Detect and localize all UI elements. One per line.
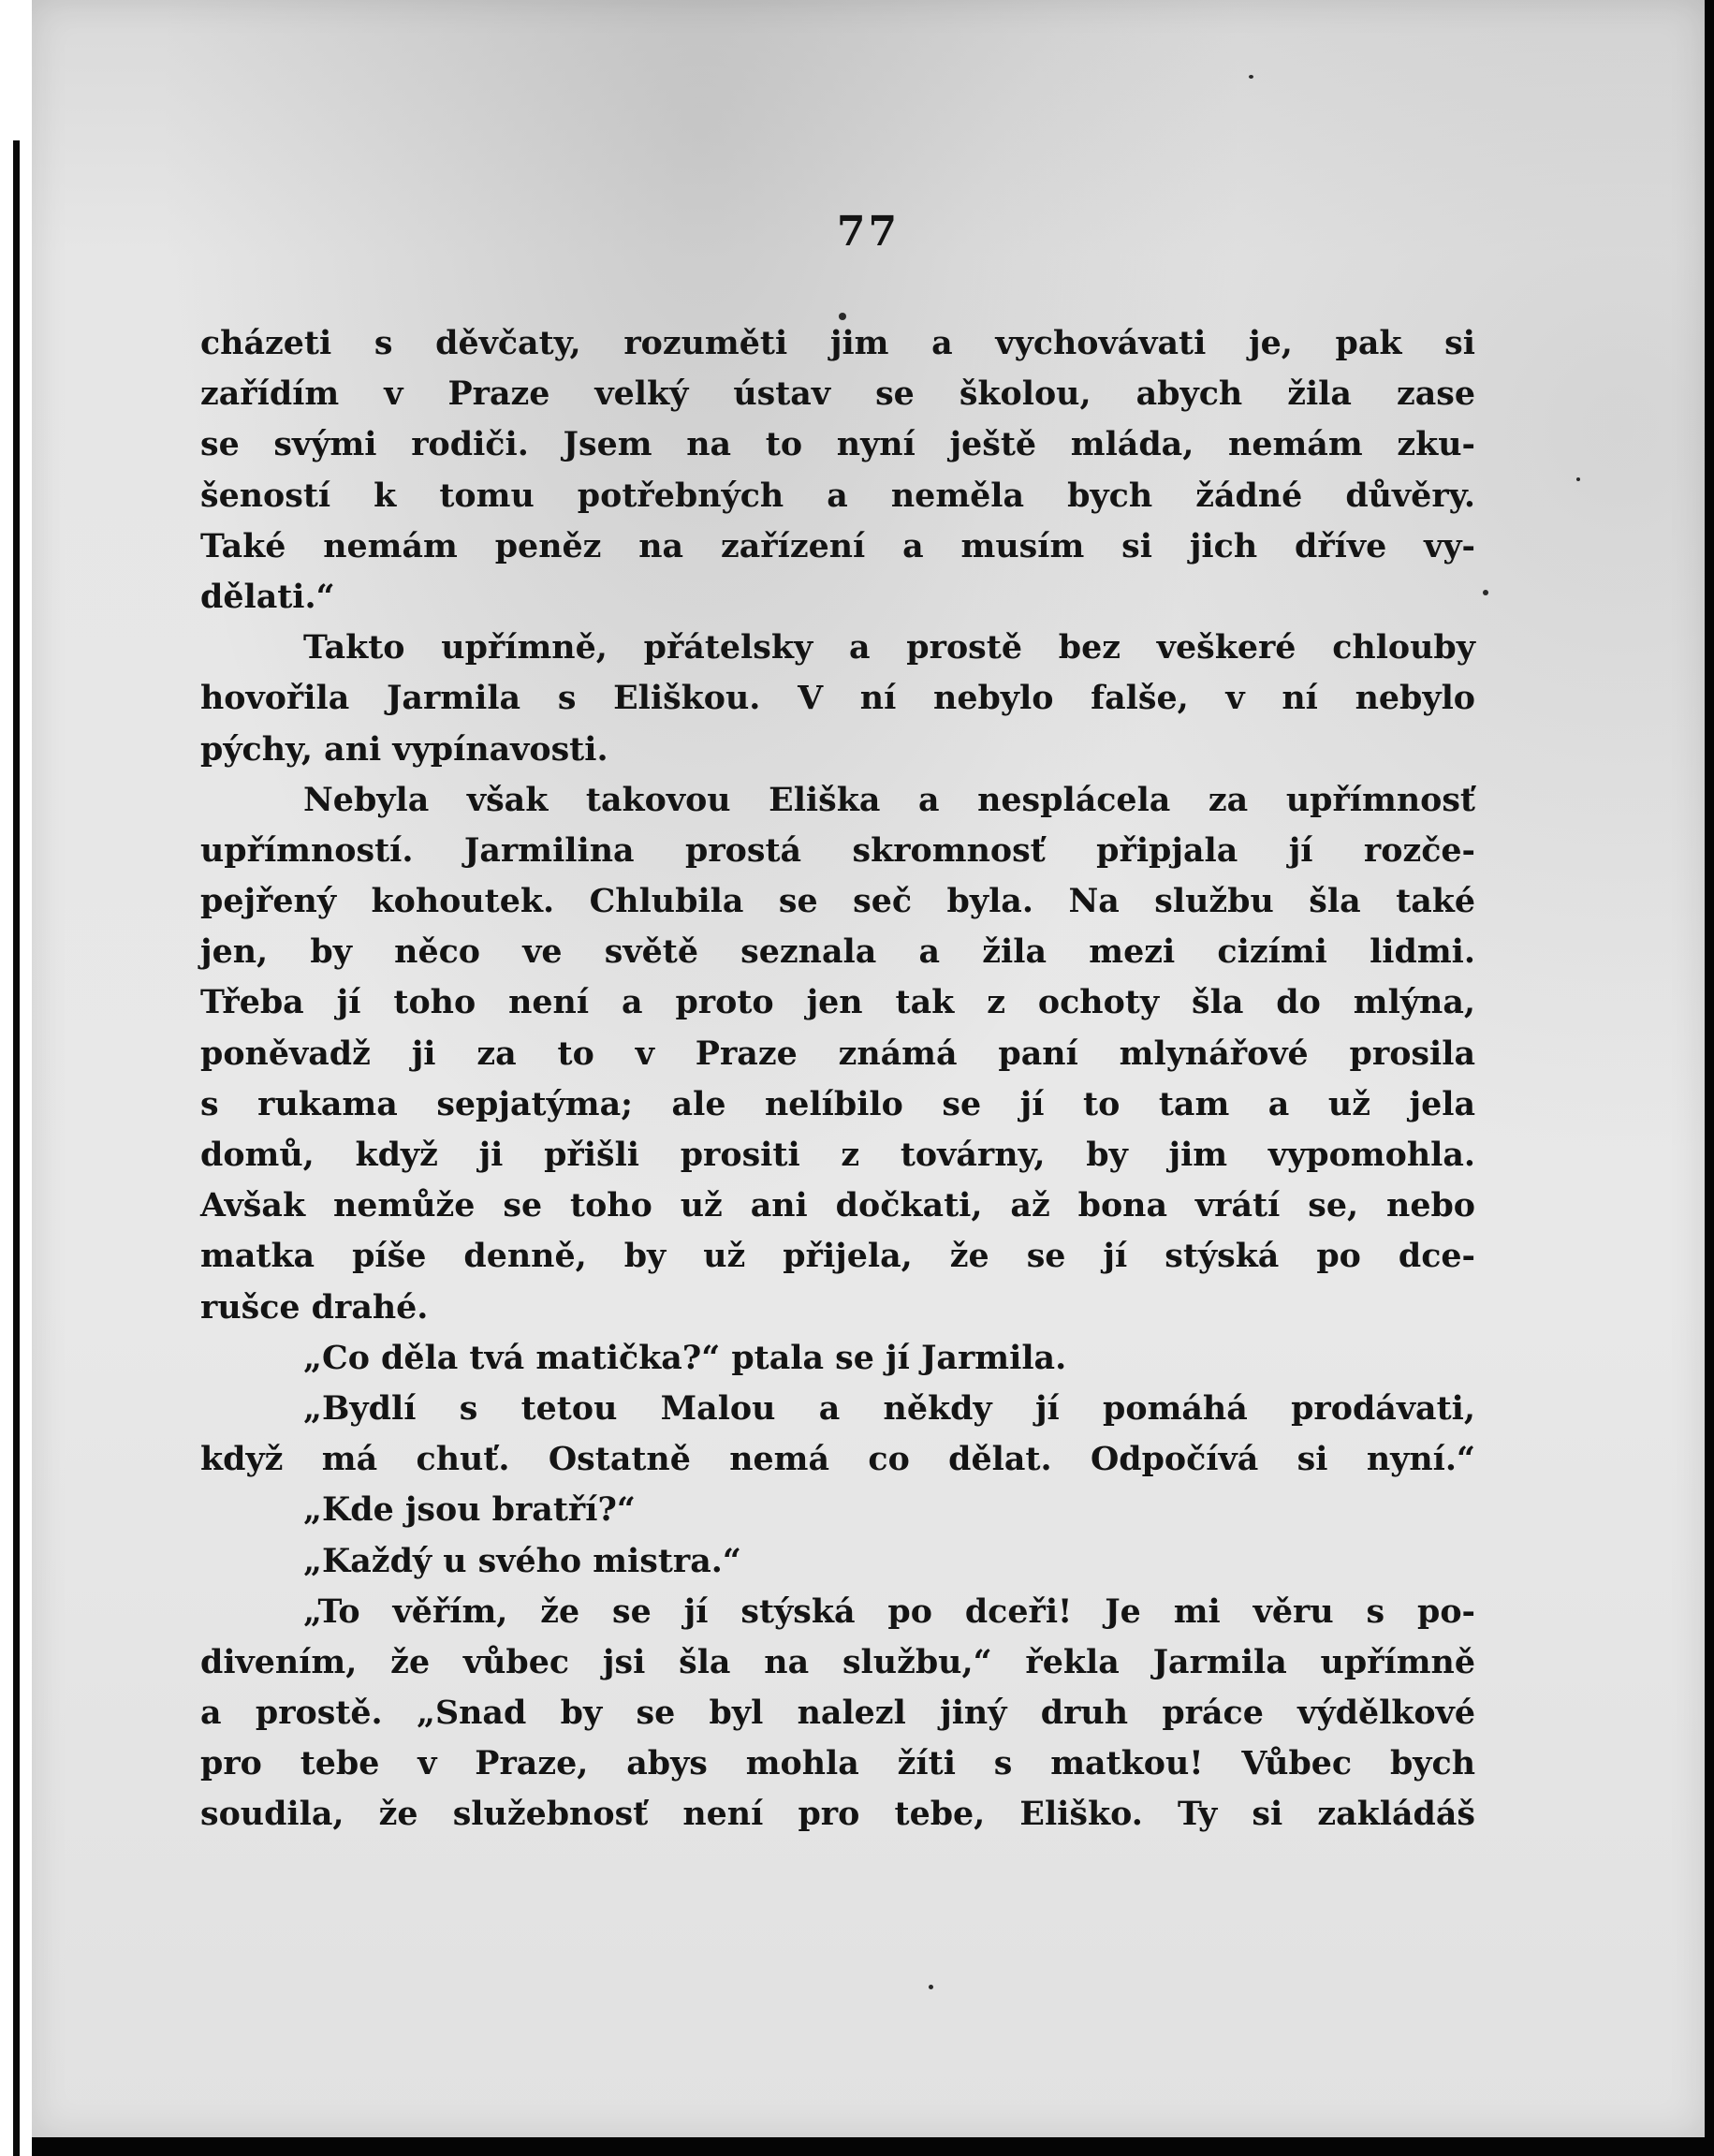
- body-text: [200, 318, 1475, 1841]
- text-line: pýchy, ani vypínavosti.: [200, 729, 608, 769]
- text-line: když má chuť. Ostatně nemá co dělat. Odpočívá si nyní.“: [200, 1440, 1475, 1479]
- text-line: jen, by něco ve světě seznala a žila mezi cizími lidmi.: [200, 932, 1475, 972]
- text-line: hovořila Jarmila s Eliškou. V ní nebylo falše, v ní nebylo: [200, 679, 1475, 718]
- paper-speck: [839, 313, 846, 320]
- text-line: divením, že vůbec jsi šla na službu,“ řekla Jarmila upřímně: [200, 1642, 1475, 1681]
- text-line: Avšak nemůže se toho už ani dočkati, až bona vrátí se, nebo: [200, 1186, 1475, 1225]
- text-line: s rukama sepjatýma; ale nelíbilo se jí to tam a už jela: [200, 1084, 1475, 1123]
- text-line: „Každý u svého mistra.“: [303, 1541, 741, 1580]
- text-line: Třeba jí toho není a proto jen tak z ochoty šla do mlýna,: [200, 983, 1475, 1022]
- text-line: „Kde jsou bratří?“: [303, 1490, 636, 1530]
- text-line: matka píše denně, by už přijela, že se jí stýská po dce-: [200, 1237, 1475, 1276]
- page-number: 77: [836, 208, 901, 256]
- paper-speck: [1483, 590, 1488, 595]
- text-line: pejřený kohoutek. Chlubila se seč byla. Na službu šla také: [200, 882, 1475, 921]
- scan-left-margin: [0, 0, 32, 2156]
- text-line: pro tebe v Praze, abys mohla žíti s matkou! Vůbec bych: [200, 1744, 1475, 1783]
- text-line: Takto upřímně, přátelsky a prostě bez veškeré chlouby: [303, 628, 1475, 667]
- text-line: domů, když ji přišli prositi z továrny, by jim vypomohla.: [200, 1136, 1475, 1174]
- text-line: upřímností. Jarmilina prostá skromnosť připjala jí rozče-: [200, 830, 1475, 870]
- text-line: zařídím v Praze velký ústav se školou, abych žila zase: [200, 374, 1475, 414]
- binding-edge: [13, 140, 20, 2156]
- text-line: rušce drahé.: [200, 1287, 429, 1327]
- paper-speck: [1576, 477, 1580, 481]
- text-line: Také nemám peněz na zařízení a musím si jich dříve vy-: [200, 526, 1475, 565]
- book-page: [32, 0, 1705, 2137]
- text-line: soudila, že služebnosť není pro tebe, Eliško. Ty si zakládáš: [200, 1795, 1475, 1834]
- text-line: „To věřím, že se jí stýská po dceři! Je mi věru s po-: [303, 1591, 1475, 1631]
- text-line: cházeti s děvčaty, rozuměti jim a vychovávati je, pak si: [200, 324, 1475, 362]
- text-line: dělati.“: [200, 577, 335, 616]
- text-line: „Bydlí s tetou Malou a někdy jí pomáhá prodávati,: [303, 1388, 1475, 1428]
- paper-speck: [1249, 75, 1253, 79]
- text-line: se svými rodiči. Jsem na to nyní ještě mláda, nemám zku-: [200, 425, 1475, 464]
- text-line: a prostě. „Snad by se byl nalezl jiný druh práce výdělkové: [200, 1694, 1475, 1733]
- text-line: „Co děla tvá matička?“ ptala se jí Jarmila.: [303, 1338, 1067, 1377]
- paper-speck: [929, 1985, 933, 1989]
- text-line: šeností k tomu potřebných a neměla bych žádné důvěry.: [200, 476, 1475, 515]
- text-line: Nebyla však takovou Eliška a nesplácela za upřímnosť: [303, 780, 1475, 819]
- text-line: poněvadž ji za to v Praze známá paní mlynářové prosila: [200, 1034, 1475, 1073]
